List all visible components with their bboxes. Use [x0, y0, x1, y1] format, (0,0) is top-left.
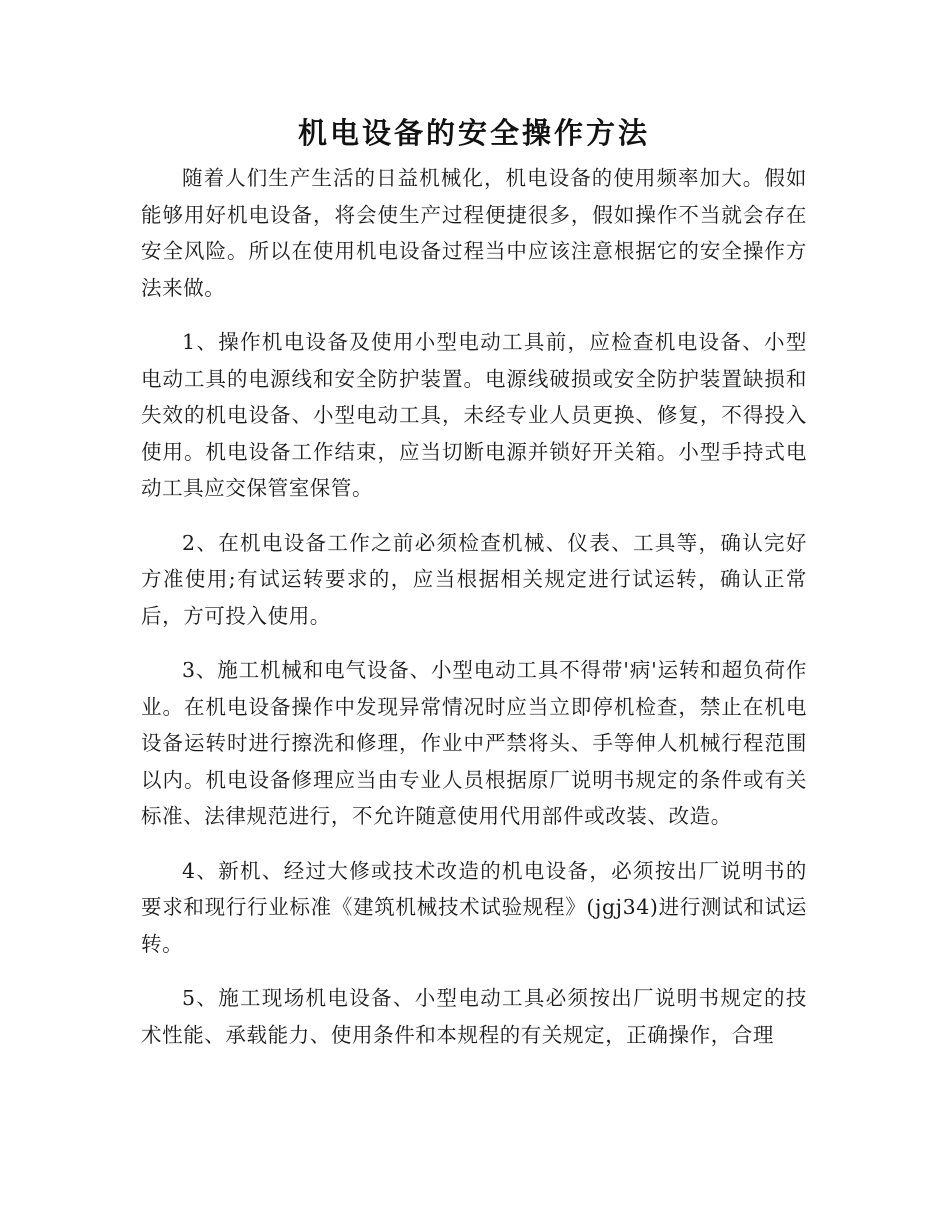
paragraph-item-4: 4、新机、经过大修或技术改造的机电设备，必须按出厂说明书的要求和现行行业标准《建筑机械技术试验规程》(jgj34)进行测试和试运转。 — [141, 858, 807, 956]
paragraph-item-2: 2、在机电设备工作之前必须检查机械、仪表、工具等，确认完好方准使用;有试运转要求的，应当根据相关规定进行试运转，确认正常后，方可投入使用。 — [141, 530, 807, 628]
paragraph-item-3: 3、施工机械和电气设备、小型电动工具不得带'病'运转和超负荷作业。在机电设备操作中发现异常情况时应当立即停机检查，禁止在机电设备运转时进行擦洗和修理，作业中严禁将头、手等伸人机械行程范围以内。机电设备修理应当由专业人员根据原厂说明书规定的条件或有关标准、法律规范进行，不允许随意使用代用部件或改装、改造。 — [141, 658, 807, 828]
paragraph-item-5: 5、施工现场机电设备、小型电动工具必须按出厂说明书规定的技术性能、承载能力、使用条件和本规程的有关规定，正确操作，合理 — [141, 986, 807, 1047]
paragraph-intro: 随着人们生产生活的日益机械化，机电设备的使用频率加大。假如能够用好机电设备，将会使生产过程便捷很多，假如操作不当就会存在安全风险。所以在使用机电设备过程当中应该注意根据它的安全操作方法来做。 — [141, 166, 807, 300]
paragraph-item-1: 1、操作机电设备及使用小型电动工具前，应检查机电设备、小型电动工具的电源线和安全防护装置。电源线破损或安全防护装置缺损和失效的机电设备、小型电动工具，未经专业人员更换、修复，不得投入使用。机电设备工作结束，应当切断电源并锁好开关箱。小型手持式电动工具应交保管室保管。 — [141, 330, 807, 500]
document-page — [141, 108, 807, 1071]
document-title: 机电设备的安全操作方法 — [297, 116, 650, 150]
